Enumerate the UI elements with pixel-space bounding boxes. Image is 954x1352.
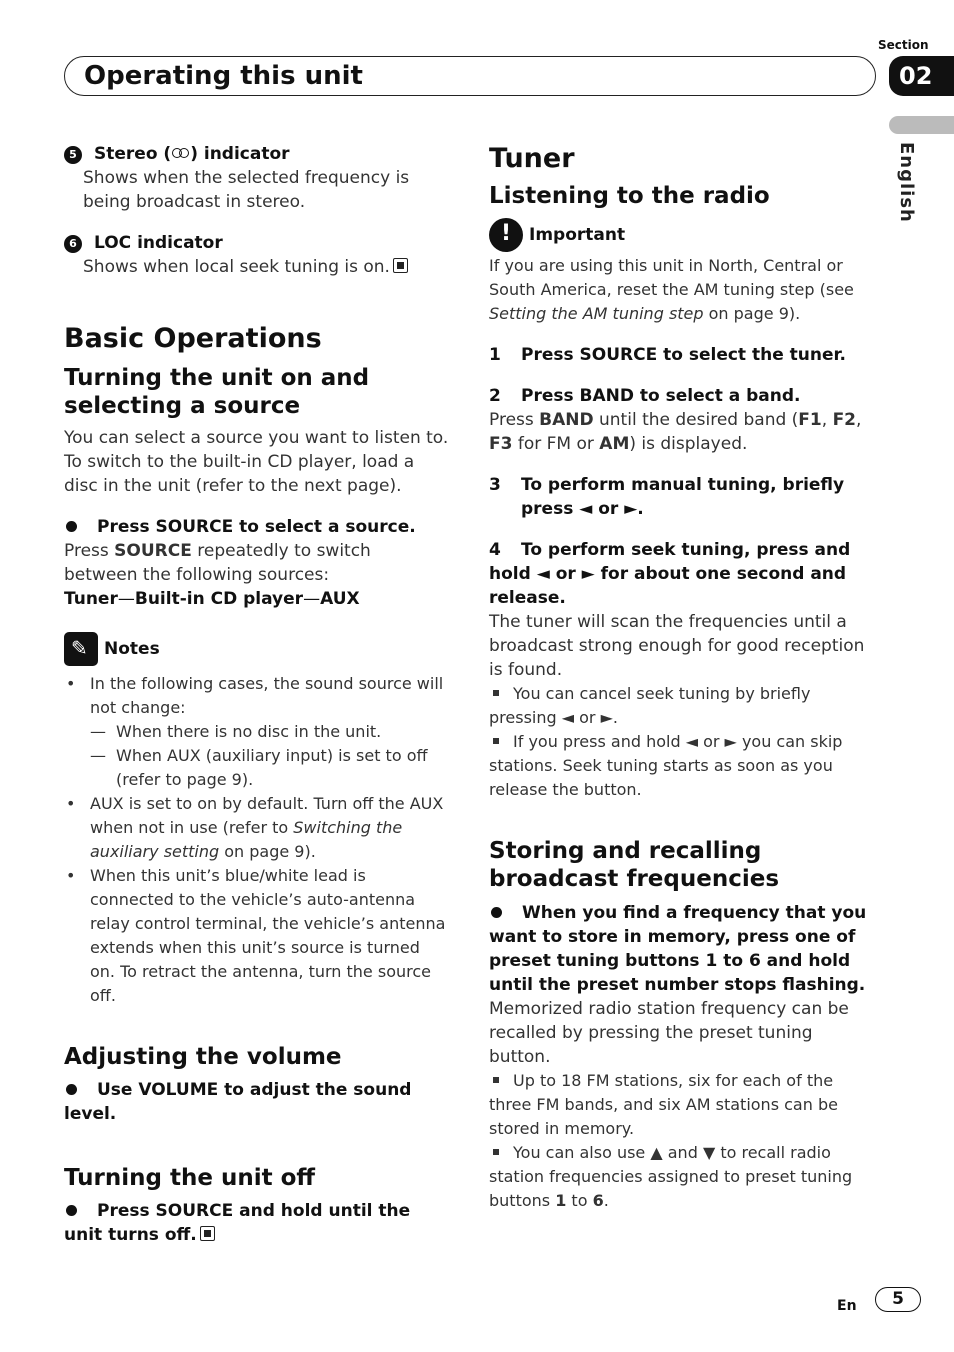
loc-indicator-text: Shows when local seek tuning is on. [64,255,449,279]
adjusting-volume-heading: Adjusting the volume [64,1044,342,1070]
loc-indicator-title: 6 LOC indicator [64,231,449,255]
page-title: Operating this unit [84,61,363,91]
storing-heading: Storing and recalling broadcast frequencies [489,838,780,892]
bullet-dot-icon [491,907,502,918]
language-label: English [896,142,917,223]
square-bullet-icon [493,690,499,696]
stereo-indicator-title: 5 Stereo ( ) indicator [64,142,449,166]
square-bullet-icon [493,1077,499,1083]
footer-language: En [837,1298,857,1314]
step-4-bullet-1: You can cancel seek tuning by briefly pressing ◄ or ►. [489,684,811,727]
right-column [489,142,877,1213]
number-5-icon: 5 [64,146,82,164]
step-4: 4 To perform seek tuning, press and hold ◄ or ► for about one second and release. [489,540,851,608]
bullet-dot-icon [66,521,77,532]
language-tab [889,116,954,134]
storing-bullet-1: Up to 18 FM stations, six for each of the three FM bands, and six AM stations can be stored in memory. [489,1071,838,1138]
important-text: If you are using this unit in North, Central or South America, reset the AM tuning step (see Setting the AM tuning step on page 9). [489,256,854,323]
stereo-indicator-text: Shows when the selected frequency is being broadcast in stereo. [83,168,410,212]
note-item: • AUX is set to on by default. Turn off the AUX when not in use (refer to Switching the auxiliary setting on page 9). [64,792,449,864]
page-number: 5 [875,1287,921,1312]
storing-step: When you find a frequency that you want to store in memory, press one of preset tuning buttons 1 to 6 and hold until the preset number stops flashing. [489,903,867,995]
step-4-desc: The tuner will scan the frequencies until a broadcast strong enough for good reception is found. [489,612,865,680]
bullet-dot-icon [66,1205,77,1216]
left-column [64,142,449,1247]
end-mark-icon [200,1226,215,1241]
step-2: 2 Press BAND to select a band. [489,386,801,406]
notes-header: ✎ Notes [64,632,449,666]
number-6-icon: 6 [64,235,82,253]
basic-operations-heading: Basic Operations [64,323,322,354]
notes-list [64,672,449,1008]
turning-off-step: Press SOURCE and hold until the unit turns off. [64,1201,411,1245]
section-number-badge: 02 [889,56,954,96]
square-bullet-icon [493,1149,499,1155]
important-header: ! Important [489,218,877,252]
step-1: 1 Press SOURCE to select the tuner. [489,345,846,365]
important-icon: ! [489,218,523,252]
end-mark-icon [393,258,408,273]
step-2-desc: Press BAND until the desired band (F1, F2, F3 for FM or AM) is displayed. [489,410,862,454]
note-subitem: — When there is no disc in the unit. [64,720,449,744]
turning-on-step: Press SOURCE to select a source. [64,515,449,539]
storing-bullet-2: You can also use ▲ and ▼ to recall radio station frequencies assigned to preset tuning buttons 1 to 6. [489,1143,853,1210]
turning-on-heading: Turning the unit on and selecting a source [64,365,370,419]
volume-step: Use VOLUME to adjust the sound level. [64,1080,412,1124]
storing-desc: Memorized radio station frequency can be recalled by pressing the preset tuning button. [489,999,849,1067]
turning-on-paragraph: You can select a source you want to listen to. To switch to the built-in CD player, load a disc in the unit (refer to the next page). [64,428,449,496]
turning-off-heading: Turning the unit off [64,1165,316,1191]
listening-heading: Listening to the radio [489,183,770,209]
tuner-heading: Tuner [489,143,575,174]
turning-on-desc: Press SOURCE repeatedly to switch between the following sources: [64,541,371,585]
stereo-icon [172,148,189,159]
pencil-icon: ✎ [64,632,98,666]
bullet-dot-icon [66,1084,77,1095]
square-bullet-icon [493,738,499,744]
note-subitem: — When AUX (auxiliary input) is set to off (refer to page 9). [64,744,449,792]
note-item: • When this unit’s blue/white lead is connected to the vehicle’s auto-antenna relay control terminal, the vehicle’s antenna extends when this unit’s source is turned on. To retract the antenna, turn the source off. [64,864,449,1008]
note-item: • In the following cases, the sound source will not change: [64,672,449,720]
step-3: 3 To perform manual tuning, briefly press ◄ or ►. [489,475,845,519]
step-4-bullet-2: If you press and hold ◄ or ► you can skip stations. Seek tuning starts as soon as you release the button. [489,732,843,799]
section-label: Section [878,38,929,52]
source-sequence: Tuner—Built-in CD player—AUX [64,589,360,609]
